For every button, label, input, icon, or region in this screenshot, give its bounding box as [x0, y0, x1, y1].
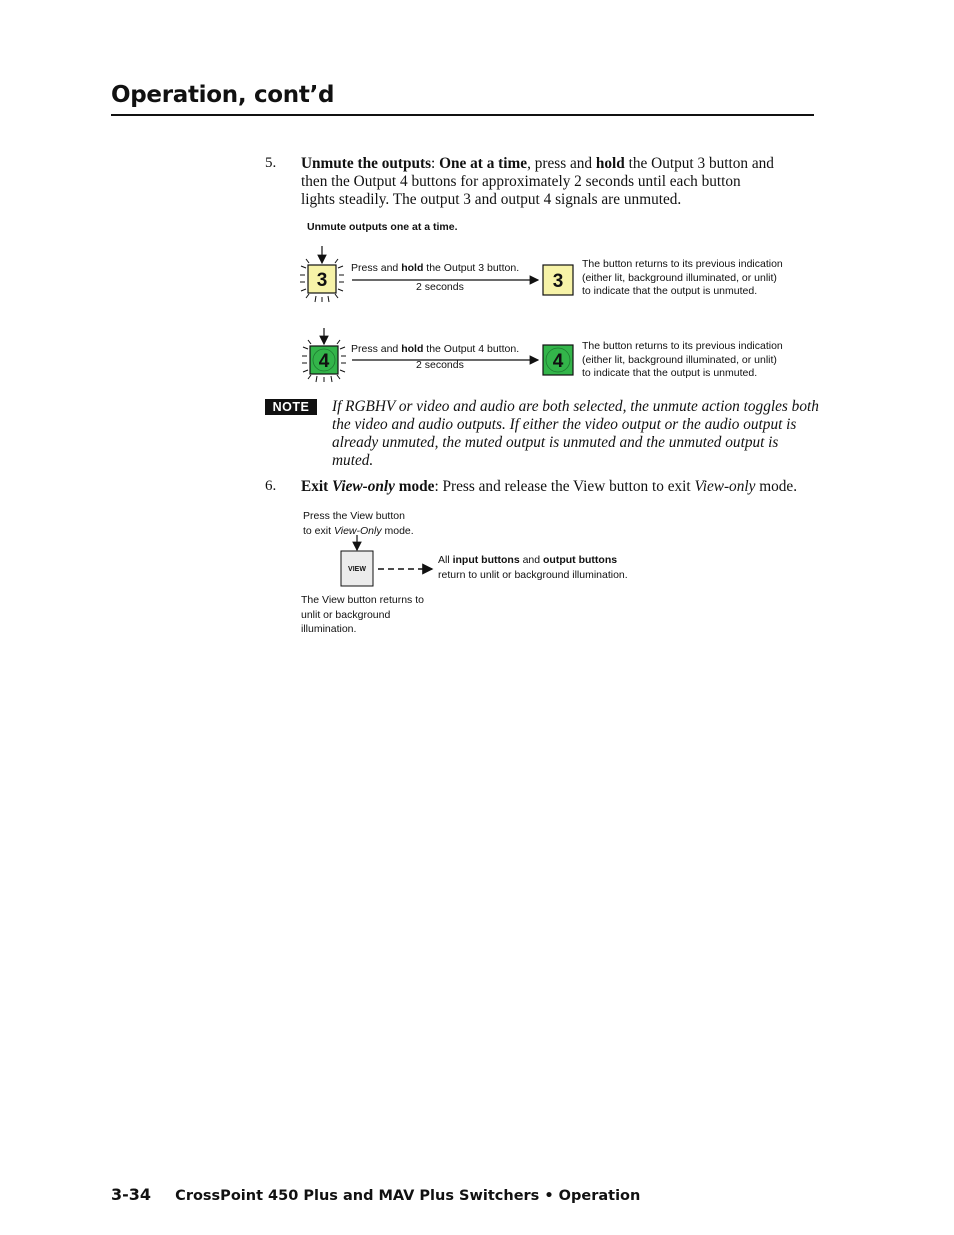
- step-5-number: 5.: [265, 155, 277, 171]
- row-2-press-text: Press and hold the Output 4 button.: [351, 343, 520, 355]
- view-press-instruction: Press the View button to exit View-Only mode.: [303, 510, 414, 537]
- page-number: 3-34: [111, 1185, 152, 1204]
- step-5-line-2: then the Output 4 buttons for approximately 2 seconds until each button: [301, 173, 741, 190]
- note-text: If RGBHV or video and audio are both selected, the unmute action toggles both the video and audio outputs. If either the video output or the audio output is already unmuted, the muted output is unmuted and the unmuted output is muted.: [332, 398, 819, 469]
- title-rule: [111, 114, 814, 116]
- output-3-button-label: 3: [316, 270, 328, 291]
- footer: [111, 1185, 640, 1204]
- row-1-result-text: The button returns to its previous indication (either lit, background illuminated, or unlit) to indicate that the output is unmuted.: [582, 258, 783, 297]
- view-result-text: All input buttons and output buttons return to unlit or background illumination.: [438, 554, 628, 581]
- row-1-press-text: Press and hold the Output 3 button.: [351, 262, 520, 274]
- output-4-button-label: 4: [318, 351, 330, 372]
- figure-2-diagram: [335, 530, 440, 590]
- output-3-result-label: 3: [552, 271, 564, 292]
- footer-title: CrossPoint 450 Plus and MAV Plus Switchers • Operation: [175, 1188, 641, 1204]
- row-2-duration: 2 seconds: [416, 359, 464, 371]
- view-button-label: VIEW: [348, 566, 366, 573]
- output-4-result-label: 4: [552, 351, 564, 372]
- row-1-duration: 2 seconds: [416, 281, 464, 293]
- step-5-line-3: lights steadily. The output 3 and output 4 signals are unmuted.: [301, 191, 682, 208]
- step-5-text: [301, 155, 821, 209]
- view-returns-text: The View button returns to unlit or background illumination.: [301, 594, 424, 635]
- page-title: Operation, cont’d: [111, 82, 335, 108]
- row-2-result-text: The button returns to its previous indication (either lit, background illuminated, or unlit) to indicate that the output is unmuted.: [582, 340, 783, 379]
- figure-1-caption: Unmute outputs one at a time.: [307, 221, 458, 233]
- step-6-number: 6.: [265, 478, 277, 494]
- step-5-line-1: Unmute the outputs: One at a time, press and hold the Output 3 button and: [301, 155, 774, 172]
- note-badge: NOTE: [265, 399, 317, 415]
- step-6-text: Exit View-only mode: Press and release the View button to exit View-only mode.: [301, 478, 798, 495]
